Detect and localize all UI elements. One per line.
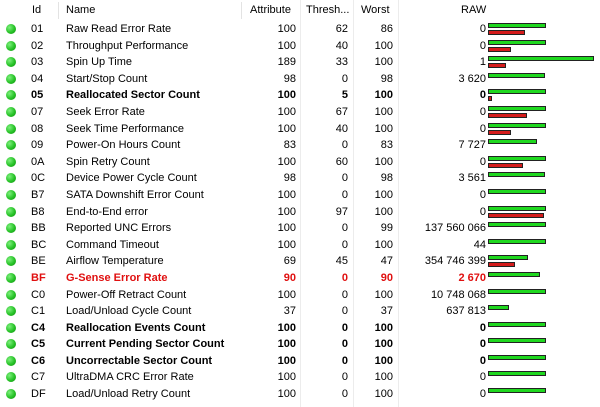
column-divider[interactable]	[241, 2, 242, 19]
cell-id: C7	[31, 371, 46, 384]
cell-raw: 0	[479, 39, 486, 52]
status-ok-icon	[6, 273, 16, 283]
cell-id: 04	[31, 72, 44, 85]
table-row[interactable]	[0, 220, 600, 237]
cell-id: BF	[31, 271, 46, 284]
cell-worst: 100	[374, 371, 393, 384]
table-row[interactable]	[0, 287, 600, 304]
column-header-threshold[interactable]: Thresh...	[306, 4, 350, 16]
cell-threshold: 0	[341, 321, 348, 334]
value-bar	[488, 289, 546, 294]
cell-worst: 37	[380, 305, 393, 318]
cell-threshold: 0	[341, 238, 348, 251]
cell-worst: 47	[380, 255, 393, 268]
cell-raw: 354 746 399	[424, 255, 486, 268]
cell-name: Load/Unload Retry Count	[66, 388, 191, 401]
value-bar	[488, 172, 545, 177]
status-ok-icon	[6, 207, 16, 217]
value-bar	[488, 89, 546, 94]
status-ok-icon	[6, 223, 16, 233]
table-row[interactable]	[0, 253, 600, 270]
cell-worst: 99	[380, 222, 393, 235]
value-bar	[488, 222, 546, 227]
cell-id: 05	[31, 89, 44, 102]
cell-id: C4	[31, 321, 46, 334]
cell-id: B7	[31, 188, 45, 201]
cell-name: Seek Error Rate	[66, 105, 145, 118]
status-ok-icon	[6, 339, 16, 349]
cell-id: C1	[31, 305, 46, 318]
cell-name: Spin Up Time	[66, 56, 133, 69]
value-bar	[488, 355, 546, 360]
status-ok-icon	[6, 256, 16, 266]
cell-id: DF	[31, 388, 46, 401]
status-ok-icon	[6, 306, 16, 316]
cell-raw: 2 670	[458, 271, 486, 284]
cell-worst: 100	[374, 205, 393, 218]
cell-name: Start/Stop Count	[66, 72, 148, 85]
cell-raw: 7 727	[458, 139, 486, 152]
table-row[interactable]	[0, 170, 600, 187]
cell-attribute: 90	[283, 271, 296, 284]
cell-name: Load/Unload Cycle Count	[66, 305, 192, 318]
cell-attribute: 100	[277, 105, 296, 118]
column-header-worst[interactable]: Worst	[361, 4, 390, 16]
status-ok-icon	[6, 124, 16, 134]
cell-raw: 0	[479, 122, 486, 135]
cell-threshold: 0	[341, 288, 348, 301]
table-row[interactable]	[0, 154, 600, 171]
cell-name: Power-On Hours Count	[66, 139, 181, 152]
cell-id: 07	[31, 105, 44, 118]
cell-worst: 100	[374, 39, 393, 52]
cell-raw: 44	[473, 238, 486, 251]
table-row[interactable]	[0, 71, 600, 88]
table-row[interactable]	[0, 104, 600, 121]
cell-name: SATA Downshift Error Count	[66, 188, 204, 201]
cell-worst: 100	[374, 338, 393, 351]
value-bar	[488, 123, 546, 128]
table-row[interactable]	[0, 21, 600, 38]
status-ok-icon	[6, 140, 16, 150]
cell-worst: 100	[374, 105, 393, 118]
status-ok-icon	[6, 24, 16, 34]
threshold-bar	[488, 96, 492, 101]
column-divider[interactable]	[58, 2, 59, 19]
cell-name: Reported UNC Errors	[66, 222, 172, 235]
cell-name: Raw Read Error Rate	[66, 23, 172, 35]
cell-attribute: 37	[283, 305, 296, 318]
cell-id: 01	[31, 23, 44, 35]
threshold-bar	[488, 262, 515, 267]
value-bar	[488, 322, 546, 327]
cell-raw: 0	[479, 23, 486, 35]
value-bar	[488, 56, 594, 61]
cell-name: Current Pending Sector Count	[66, 338, 225, 351]
cell-attribute: 189	[277, 56, 296, 69]
table-row[interactable]	[0, 237, 600, 254]
cell-attribute: 100	[277, 89, 296, 102]
cell-threshold: 0	[341, 72, 348, 85]
cell-raw: 0	[479, 205, 486, 218]
table-row[interactable]	[0, 204, 600, 221]
cell-threshold: 45	[335, 255, 348, 268]
status-ok-icon	[6, 90, 16, 100]
table-row[interactable]	[0, 187, 600, 204]
status-ok-icon	[6, 41, 16, 51]
table-row[interactable]	[0, 137, 600, 154]
cell-raw: 137 560 066	[424, 222, 486, 235]
cell-name: Reallocated Sector Count	[66, 89, 200, 102]
cell-threshold: 0	[341, 222, 348, 235]
cell-name: End-to-End error	[66, 205, 148, 218]
threshold-bar	[488, 213, 544, 218]
cell-id: 02	[31, 39, 44, 52]
table-body	[0, 21, 600, 403]
cell-raw: 0	[479, 354, 486, 367]
threshold-bar	[488, 47, 511, 52]
cell-worst: 98	[380, 172, 393, 185]
column-header-name[interactable]: Name	[66, 4, 96, 16]
cell-id: 03	[31, 56, 44, 69]
table-row[interactable]	[0, 369, 600, 386]
cell-threshold: 33	[335, 56, 348, 69]
cell-raw: 0	[479, 338, 486, 351]
status-ok-icon	[6, 240, 16, 250]
status-ok-icon	[6, 290, 16, 300]
cell-raw: 10 748 068	[430, 288, 486, 301]
value-bar	[488, 388, 546, 393]
cell-name: Airflow Temperature	[66, 255, 164, 268]
cell-id: BE	[31, 255, 46, 268]
value-bar	[488, 371, 546, 376]
cell-threshold: 40	[335, 122, 348, 135]
value-bar	[488, 156, 546, 161]
cell-threshold: 0	[341, 388, 348, 401]
value-bar	[488, 338, 546, 343]
status-ok-icon	[6, 74, 16, 84]
table-row[interactable]	[0, 336, 600, 353]
cell-attribute: 100	[277, 321, 296, 334]
cell-attribute: 98	[283, 172, 296, 185]
cell-id: 08	[31, 122, 44, 135]
cell-name: G-Sense Error Rate	[66, 271, 168, 284]
value-bar	[488, 189, 546, 194]
cell-attribute: 100	[277, 39, 296, 52]
table-row[interactable]	[0, 121, 600, 138]
cell-worst: 83	[380, 139, 393, 152]
cell-raw: 0	[479, 89, 486, 102]
cell-attribute: 98	[283, 72, 296, 85]
value-bar	[488, 305, 509, 310]
value-bar	[488, 73, 545, 78]
cell-raw: 1	[479, 56, 486, 69]
cell-threshold: 97	[335, 205, 348, 218]
cell-name: Uncorrectable Sector Count	[66, 354, 213, 367]
cell-name: Reallocation Events Count	[66, 321, 206, 334]
table-row[interactable]	[0, 87, 600, 104]
cell-threshold: 0	[341, 271, 348, 284]
cell-worst: 100	[374, 288, 393, 301]
cell-id: C6	[31, 354, 46, 367]
table-row[interactable]	[0, 386, 600, 403]
threshold-bar	[488, 163, 523, 168]
status-ok-icon	[6, 57, 16, 67]
cell-worst: 100	[374, 238, 393, 251]
cell-threshold: 0	[341, 338, 348, 351]
cell-attribute: 83	[283, 139, 296, 152]
cell-worst: 100	[374, 354, 393, 367]
cell-threshold: 0	[341, 172, 348, 185]
cell-attribute: 100	[277, 371, 296, 384]
status-ok-icon	[6, 389, 16, 399]
cell-worst: 100	[374, 388, 393, 401]
value-bar	[488, 206, 546, 211]
cell-id: 09	[31, 139, 44, 152]
cell-id: 0C	[31, 172, 46, 185]
cell-threshold: 40	[335, 39, 348, 52]
cell-id: BB	[31, 222, 46, 235]
cell-raw: 0	[479, 388, 486, 401]
cell-id: B8	[31, 205, 45, 218]
cell-name: Command Timeout	[66, 238, 159, 251]
cell-worst: 90	[380, 271, 393, 284]
cell-attribute: 100	[277, 338, 296, 351]
cell-worst: 100	[374, 155, 393, 168]
cell-worst: 98	[380, 72, 393, 85]
cell-worst: 100	[374, 89, 393, 102]
status-ok-icon	[6, 372, 16, 382]
value-bar	[488, 272, 540, 277]
cell-raw: 0	[479, 105, 486, 118]
status-ok-icon	[6, 356, 16, 366]
cell-name: Power-Off Retract Count	[66, 288, 187, 301]
column-header-id[interactable]: Id	[32, 4, 42, 16]
threshold-bar	[488, 30, 525, 35]
table-row[interactable]	[0, 54, 600, 71]
cell-raw: 0	[479, 188, 486, 201]
cell-threshold: 5	[341, 89, 348, 102]
value-bar	[488, 239, 546, 244]
cell-attribute: 100	[277, 23, 296, 35]
cell-attribute: 100	[277, 205, 296, 218]
cell-attribute: 100	[277, 238, 296, 251]
value-bar	[488, 40, 546, 45]
cell-raw: 0	[479, 155, 486, 168]
table-row[interactable]	[0, 38, 600, 55]
value-bar	[488, 139, 537, 144]
threshold-bar	[488, 130, 511, 135]
cell-id: C5	[31, 338, 46, 351]
cell-threshold: 0	[341, 305, 348, 318]
cell-worst: 86	[380, 23, 393, 35]
cell-worst: 100	[374, 56, 393, 69]
table-row[interactable]	[0, 353, 600, 370]
cell-attribute: 100	[277, 188, 296, 201]
cell-name: Throughput Performance	[66, 39, 189, 52]
cell-raw: 0	[479, 371, 486, 384]
column-header-attribute[interactable]: Attribute	[250, 4, 291, 16]
cell-name: Seek Time Performance	[66, 122, 184, 135]
cell-name: Device Power Cycle Count	[66, 172, 197, 185]
cell-raw: 3 561	[458, 172, 486, 185]
cell-worst: 100	[374, 188, 393, 201]
cell-raw: 637 813	[446, 305, 486, 318]
table-row[interactable]	[0, 270, 600, 287]
cell-attribute: 100	[277, 354, 296, 367]
cell-attribute: 100	[277, 155, 296, 168]
value-bar	[488, 106, 546, 111]
cell-worst: 100	[374, 122, 393, 135]
cell-name: UltraDMA CRC Error Rate	[66, 371, 194, 384]
cell-worst: 100	[374, 321, 393, 334]
status-ok-icon	[6, 190, 16, 200]
status-ok-icon	[6, 173, 16, 183]
cell-threshold: 67	[335, 105, 348, 118]
cell-id: 0A	[31, 155, 45, 168]
cell-threshold: 0	[341, 139, 348, 152]
cell-attribute: 100	[277, 388, 296, 401]
cell-name: Spin Retry Count	[66, 155, 150, 168]
cell-attribute: 69	[283, 255, 296, 268]
cell-attribute: 100	[277, 288, 296, 301]
column-header-raw[interactable]: RAW	[461, 4, 487, 16]
table-row[interactable]	[0, 303, 600, 320]
cell-id: C0	[31, 288, 46, 301]
value-bar	[488, 255, 528, 260]
cell-threshold: 0	[341, 188, 348, 201]
threshold-bar	[488, 113, 527, 118]
cell-raw: 0	[479, 321, 486, 334]
cell-threshold: 0	[341, 354, 348, 367]
status-ok-icon	[6, 323, 16, 333]
cell-attribute: 100	[277, 222, 296, 235]
threshold-bar	[488, 63, 506, 68]
cell-id: BC	[31, 238, 47, 251]
cell-threshold: 62	[335, 23, 348, 35]
cell-threshold: 60	[335, 155, 348, 168]
table-row[interactable]	[0, 320, 600, 337]
status-ok-icon	[6, 157, 16, 167]
cell-threshold: 0	[341, 371, 348, 384]
status-ok-icon	[6, 107, 16, 117]
value-bar	[488, 23, 546, 28]
cell-raw: 3 620	[458, 72, 486, 85]
cell-attribute: 100	[277, 122, 296, 135]
